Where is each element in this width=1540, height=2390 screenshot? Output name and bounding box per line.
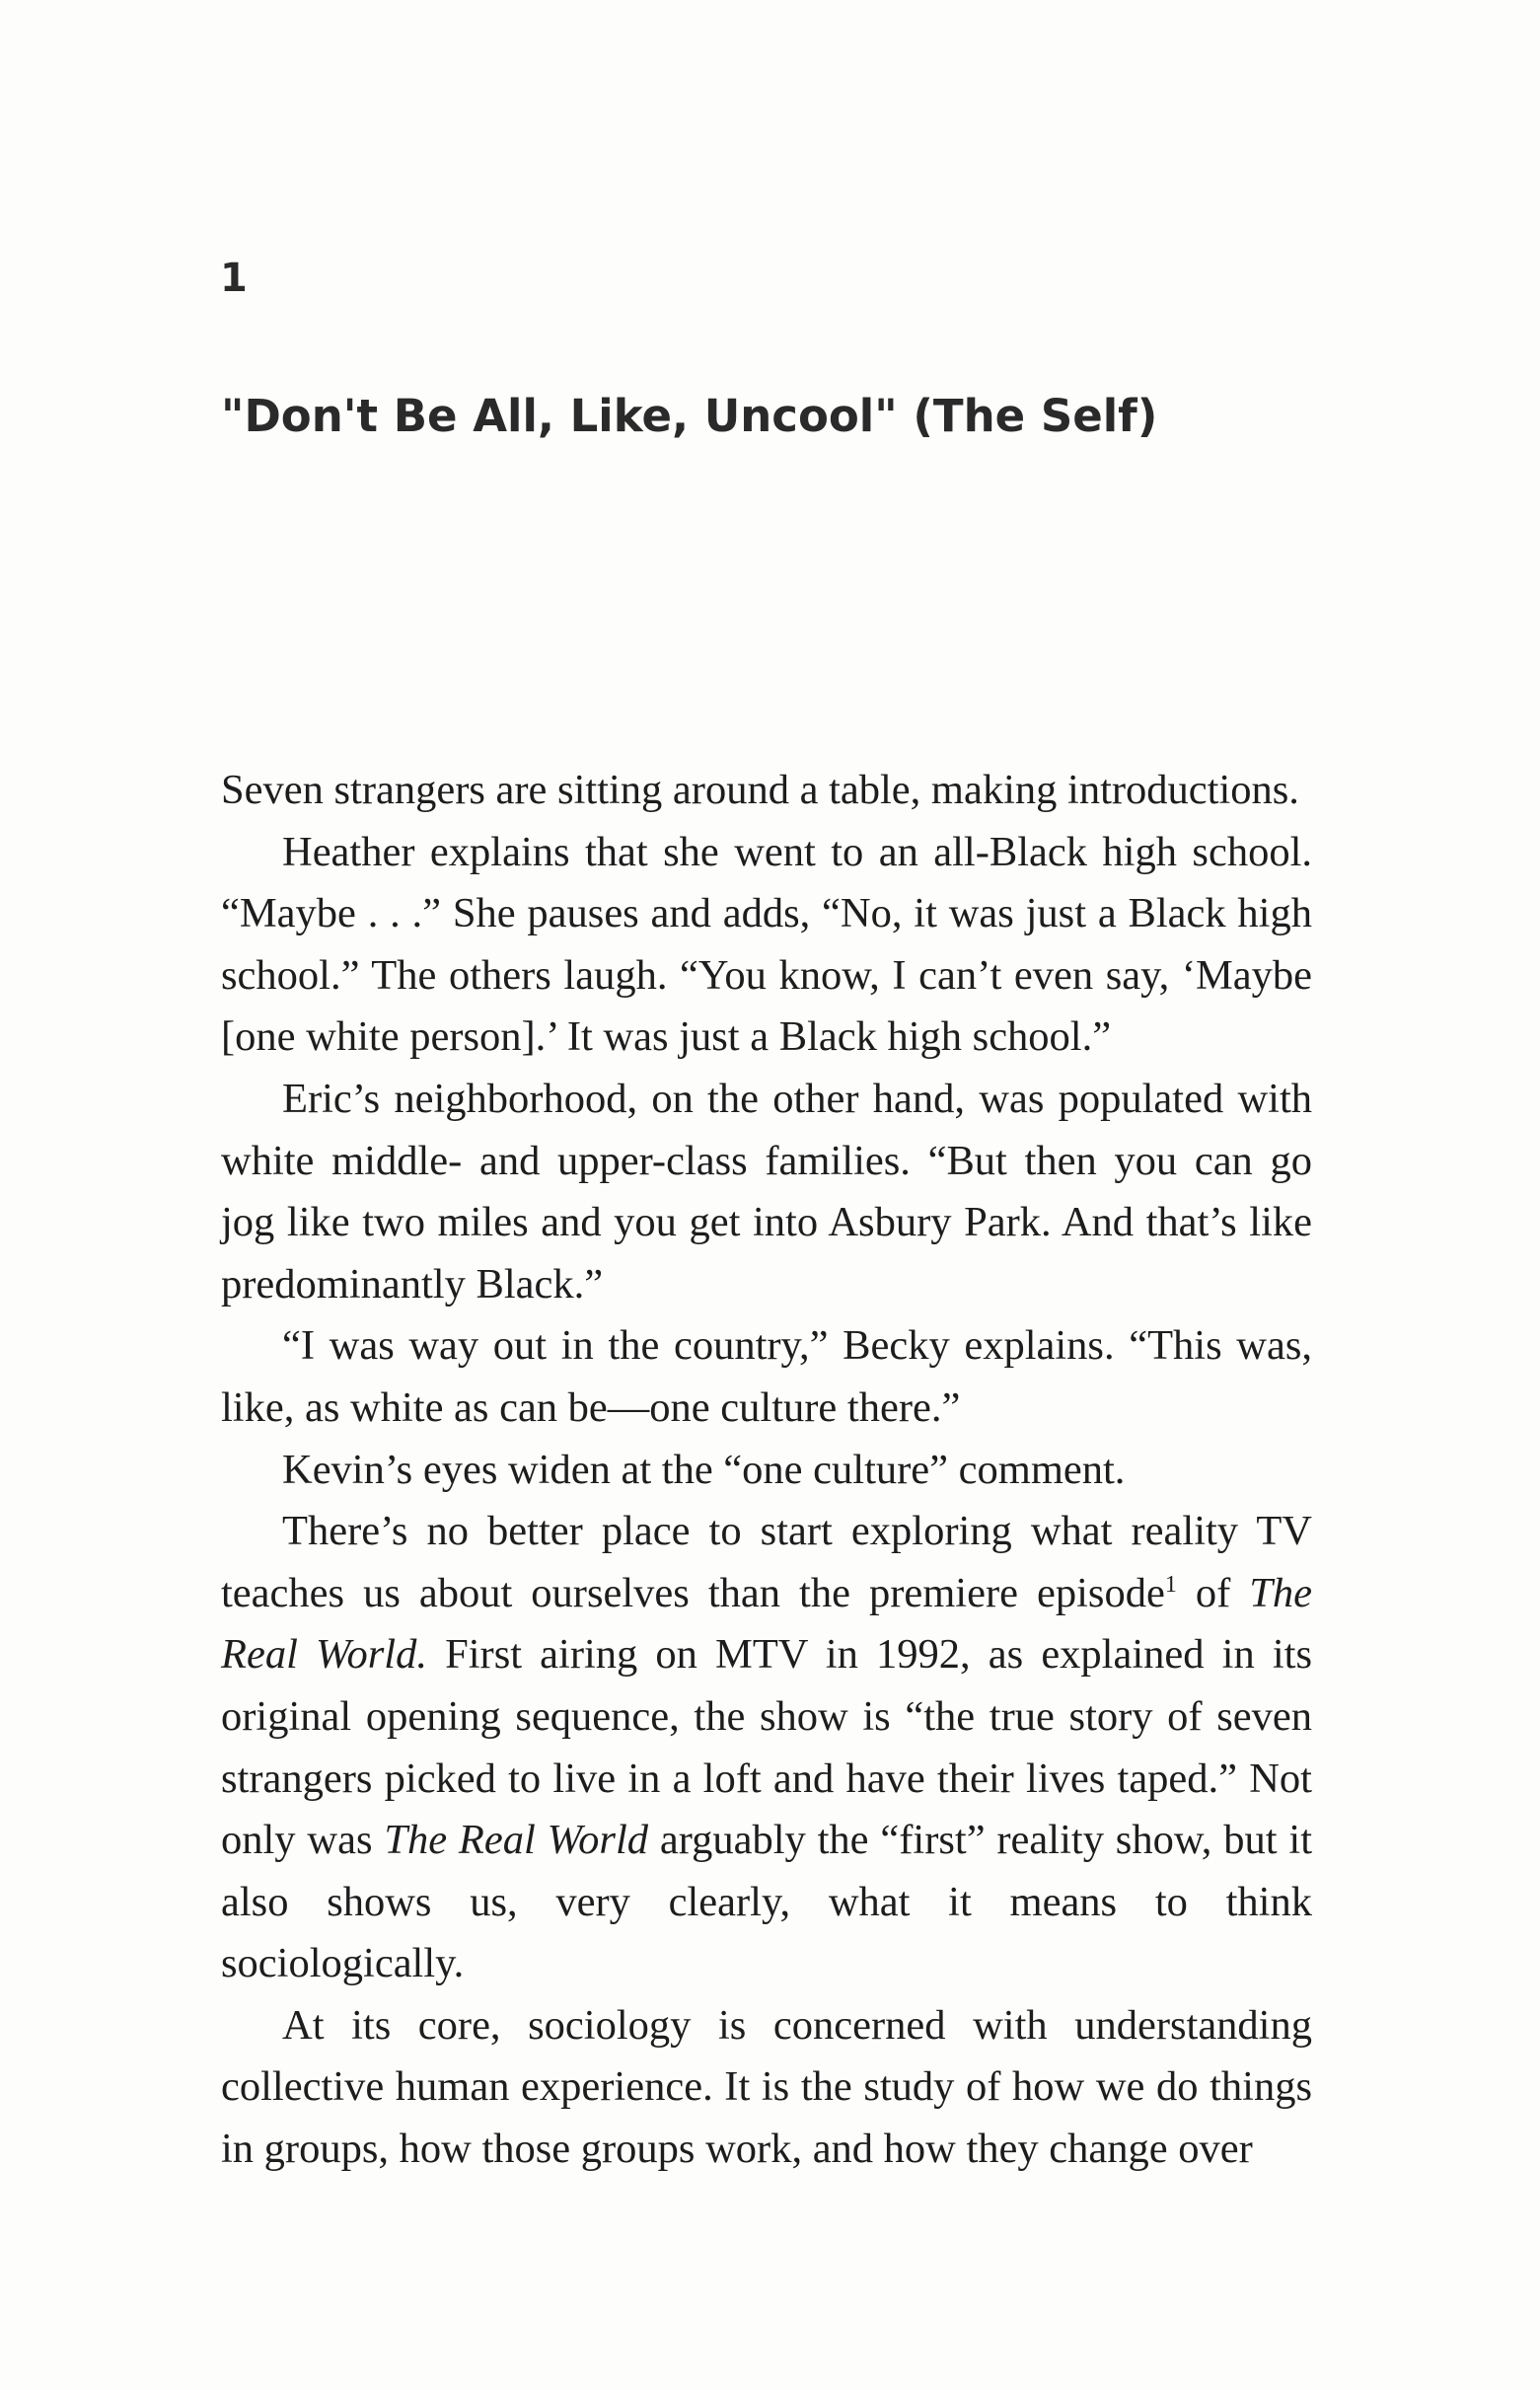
footnote-marker: 1	[1164, 1571, 1177, 1598]
paragraph-4: “I was way out in the country,” Becky explains. “This was, like, as white as can be—one culture there.”	[221, 1322, 1312, 1431]
paragraph-5: Kevin’s eyes widen at the “one culture” comment.	[282, 1446, 1126, 1493]
paragraph-6-text-d: arguably the “first” reality show, but it also shows us, very clearly, what it means to think sociologically.	[221, 1817, 1313, 1987]
paragraph-3: Eric’s neighborhood, on the other hand, was populated with white middle- and upper-class families. “But then you can go jog like two miles and you get into Asbury Park. And that’s like predominantly Black.”	[221, 1075, 1312, 1307]
paragraph-6-text-b: of	[1176, 1569, 1250, 1616]
paragraph-7: At its core, sociology is concerned with understanding collective human experience. It is the study of how we do things in groups, how those groups work, and how they change over	[221, 2001, 1312, 2173]
paragraph-6-text-c: First airing on MTV in 1992, as explained in its original opening sequence, the show is “the true story of seven strangers picked to live in a loft and have their lives taped.” Not only was	[221, 1631, 1312, 1864]
paragraph-6	[221, 1501, 1312, 1995]
paragraph-1: Seven strangers are sitting around a table, making introductions.	[221, 767, 1299, 813]
chapter-number: 1	[220, 256, 248, 301]
chapter-title: "Don't Be All, Like, Uncool" (The Self)	[221, 390, 1158, 442]
chapter-body	[221, 760, 1312, 2181]
paragraph-6-text-a: There’s no better place to start exploring what reality TV teaches us about ourselves than the premiere episode	[221, 1508, 1312, 1616]
show-title-italic: The Real World	[384, 1817, 649, 1864]
paragraph-2: Heather explains that she went to an all-Black high school. “Maybe . . .” She pauses and adds, “No, it was just a Black high school.” The others laugh. “You know, I can’t even say, ‘Maybe [one white person].’ It was just a Black high school.”	[221, 828, 1312, 1061]
show-title-italic: The Real World.	[221, 1569, 1312, 1679]
